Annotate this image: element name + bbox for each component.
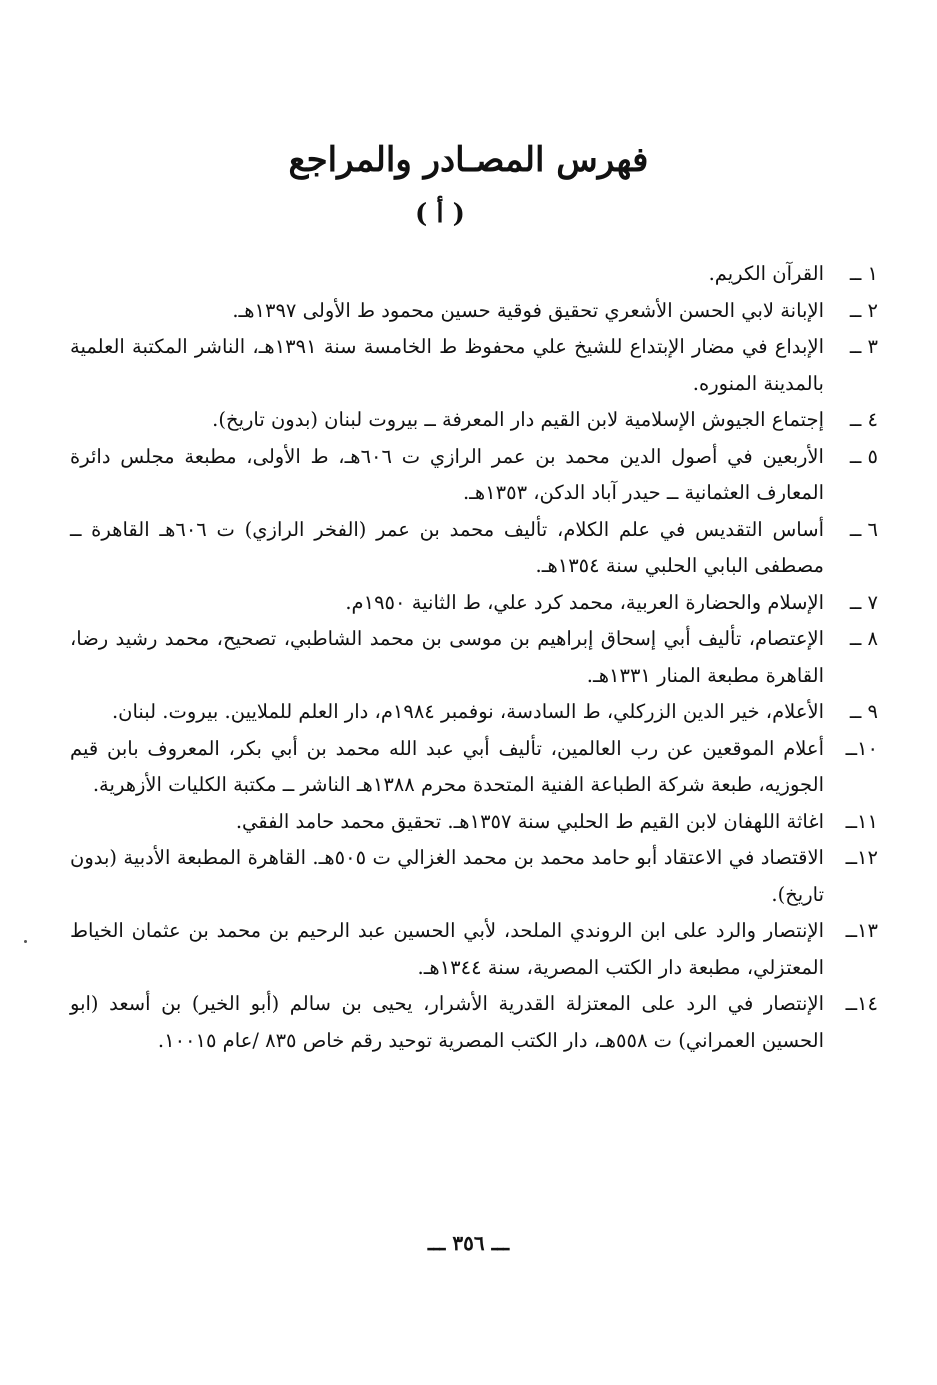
- reference-text: الأربعين في أصول الدين محمد بن عمر الرازي ت ٦٠٦هـ، ط الأولى، مطبعة مجلس دائرة المعارف العثمانية ــ حيدر آباد الدكن، ١٣٥٣هـ.: [70, 444, 824, 504]
- reference-text: القرآن الكريم.: [708, 262, 824, 285]
- reference-text: اغاثة اللهفان لابن القيم ط الحلبي سنة ١٣٥٧هـ. تحقيق محمد حامد الفقي.: [235, 809, 824, 833]
- reference-item-1: [70, 256, 878, 293]
- reference-item-5: [70, 439, 878, 512]
- reference-number: ٥ ــ: [849, 444, 878, 468]
- reference-item-14: [70, 986, 878, 1059]
- reference-item-12: [70, 840, 878, 913]
- reference-text: الإعتصام، تأليف أبي إسحاق إبراهيم بن موسى بن محمد الشاطبي، تصحيح، محمد رشيد رضا، القاهرة مطبعة المنار ١٣٣١هـ.: [70, 627, 824, 687]
- page-title: فهرس المصـادر والمراجع: [288, 140, 649, 180]
- reference-number: ٦ ــ: [849, 517, 878, 541]
- section-heading-alif: ( أ ): [415, 199, 465, 229]
- reference-number: ١٢ــ: [845, 846, 878, 869]
- reference-number: ١٤ــ: [845, 992, 878, 1015]
- reference-text: إجتماع الجيوش الإسلامية لابن القيم دار المعرفة ــ بيروت لبنان (بدون تاريخ).: [212, 408, 824, 431]
- reference-text: الأعلام، خير الدين الزركلي، ط السادسة، نوفمبر ١٩٨٤م، دار العلم للملايين. بيروت. لبنان.: [111, 700, 824, 723]
- reference-item-8: [70, 621, 878, 694]
- reference-item-10: [70, 731, 878, 804]
- reference-item-13: [70, 913, 878, 986]
- reference-number: ٣ ــ: [849, 335, 878, 358]
- reference-item-6: [70, 512, 878, 585]
- reference-item-11: [70, 804, 878, 841]
- reference-text: الإبانة لابي الحسن الأشعري تحقيق فوقية حسين محمود ط الأولى ١٣٩٧هـ.: [232, 298, 824, 322]
- reference-text: الإسلام والحضارة العربية، محمد كرد علي، ط الثانية ١٩٥٠م.: [345, 590, 824, 614]
- reference-text: أساس التقديس في علم الكلام، تأليف محمد بن عمر (الفخر الرازي) ت ٦٠٦هـ القاهرة ــ مصطفى البابي الحلبي سنة ١٣٥٤هـ.: [70, 517, 824, 577]
- reference-item-3: [70, 329, 878, 402]
- page-number: ـــ ٣٥٦ ـــ: [427, 1231, 510, 1255]
- reference-number: ١١ــ: [845, 809, 878, 833]
- reference-number: ٨ ــ: [849, 627, 878, 650]
- reference-number: ١ ــ: [849, 262, 878, 285]
- reference-text: الإنتصار في الرد على المعتزلة القدرية الأشرار، يحيى بن سالم (أبو الخير) بن أسعد (ابو الحسين العمراني) ت ٥٥٨هـ، دار الكتب المصرية توحيد رقم خاص ٨٣٥ /عام ١٠٠١٥.: [70, 992, 824, 1052]
- reference-number: ١٣ــ: [845, 919, 878, 942]
- reference-list: [70, 256, 878, 1059]
- reference-number: ٢ ــ: [849, 298, 878, 322]
- scan-speck: [24, 940, 27, 943]
- reference-item-2: [70, 293, 878, 330]
- reference-number: ١٠ــ: [845, 736, 878, 760]
- reference-item-7: [70, 585, 878, 622]
- reference-number: ٧ ــ: [849, 590, 878, 614]
- reference-item-9: [70, 694, 878, 731]
- reference-text: الإنتصار والرد على ابن الروندي الملحد، لأبي الحسين عبد الرحيم بن محمد بن عثمان الخياط المعتزلي، مطبعة دار الكتب المصرية، سنة ١٣٤٤هـ.: [70, 919, 824, 979]
- reference-number: ٤ ــ: [849, 408, 878, 431]
- reference-text: أعلام الموقعين عن رب العالمين، تأليف أبي عبد الله محمد بن أبي بكر، المعروف بابن قيم الجوزيه، طبعة شركة الطباعة الفنية المتحدة محرم ١٣٨٨هـ الناشر ــ مكتبة الكليات الأزهرية.: [70, 736, 824, 796]
- reference-item-4: [70, 402, 878, 439]
- reference-number: ٩ ــ: [849, 700, 878, 723]
- reference-text: الاقتصاد في الاعتقاد أبو حامد محمد بن محمد الغزالي ت ٥٠٥هـ. القاهرة المطبعة الأدبية (بدون تاريخ).: [70, 846, 824, 906]
- reference-text: الإبداع في مضار الإبتداع للشيخ علي محفوظ ط الخامسة سنة ١٣٩١هـ، الناشر المكتبة العلمية بالمدينة المنوره.: [70, 335, 824, 395]
